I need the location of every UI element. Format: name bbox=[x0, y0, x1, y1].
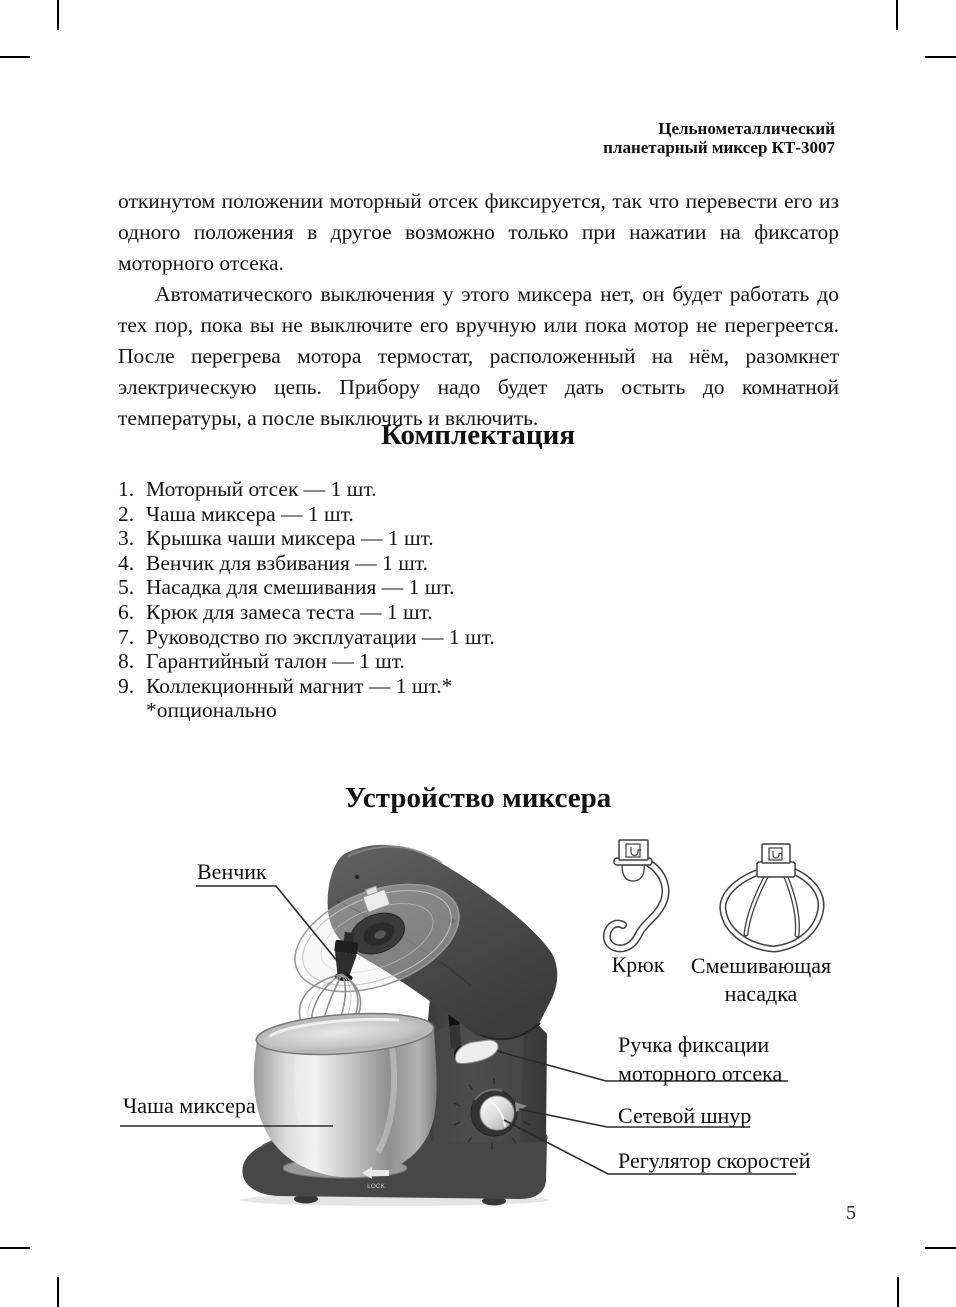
item-text: Коллекционный магнит — 1 шт.* bbox=[146, 673, 453, 698]
item-number: 9. bbox=[118, 673, 135, 698]
intro-paragraph-2: Автоматического выключения у этого миксера нет, он будет работать до тех пор, пока вы не выключите его вручную или пока мотор не перегреется. После перегрева мотора термостат, расположенный на нём, разомкнет электрическую цепь. Прибору надо будет дать остыть до комнатной температуры, а после выключить и включить. bbox=[118, 282, 839, 430]
crop-mark-bottom-right-h bbox=[925, 1247, 956, 1249]
label-speed-regulator: Регулятор скоростей bbox=[618, 1148, 811, 1173]
crop-mark-bottom-right-v bbox=[897, 1277, 899, 1307]
list-footnote: *опционально bbox=[146, 698, 277, 723]
label-head-lock-line2: моторного отсека bbox=[618, 1061, 783, 1086]
intro-text bbox=[118, 186, 839, 434]
list-item bbox=[118, 625, 838, 650]
item-number: 2. bbox=[118, 501, 135, 526]
intro-paragraph-1: откинутом положении моторный отсек фиксируется, так что перевести его из одного положения в другое возможно только при нажатии на фиксатор моторного отсека. bbox=[118, 189, 839, 275]
list-item bbox=[118, 477, 838, 502]
label-beater bbox=[682, 952, 840, 1008]
label-head-lock-line1: Ручка фиксации bbox=[618, 1032, 770, 1057]
page-number: 5 bbox=[846, 1202, 856, 1224]
running-header-line1: Цельнометаллический bbox=[658, 119, 835, 138]
equipment-list bbox=[118, 477, 838, 723]
item-number: 8. bbox=[118, 649, 135, 674]
beater-attachment-icon bbox=[723, 844, 821, 949]
label-head-lock bbox=[618, 1030, 782, 1088]
list-item bbox=[118, 649, 838, 674]
item-text: Руководство по эксплуатации — 1 шт. bbox=[146, 624, 495, 649]
crop-mark-bottom-left-h bbox=[0, 1247, 30, 1249]
item-number: 1. bbox=[118, 477, 135, 501]
device-section-title: Устройство миксера bbox=[344, 782, 612, 814]
hook-attachment-icon bbox=[607, 840, 666, 948]
item-text: Крышка чаши миксера — 1 шт. bbox=[146, 526, 434, 551]
crop-mark-top-right-h bbox=[925, 56, 956, 58]
label-hook: Крюк bbox=[611, 952, 665, 977]
lock-arrow-label: LOCK bbox=[367, 1183, 385, 1190]
running-header-line2: планетарный миксер КТ-3007 bbox=[603, 138, 835, 157]
item-number: 4. bbox=[118, 550, 135, 575]
item-number: 3. bbox=[118, 526, 135, 551]
list-item bbox=[118, 674, 838, 699]
crop-mark-top-right-v bbox=[896, 0, 898, 30]
running-header bbox=[603, 119, 835, 157]
item-text: Чаша миксера — 1 шт. bbox=[146, 501, 354, 526]
list-item bbox=[118, 502, 838, 527]
mixer-illustration bbox=[0, 828, 956, 1210]
item-text: Моторный отсек — 1 шт. bbox=[146, 477, 377, 501]
crop-mark-top-left-h bbox=[0, 56, 30, 58]
label-beater-line2: насадка bbox=[724, 981, 798, 1006]
item-number: 6. bbox=[118, 599, 135, 624]
item-number: 7. bbox=[118, 624, 135, 649]
item-text: Гарантийный талон — 1 шт. bbox=[146, 649, 405, 674]
item-number: 5. bbox=[118, 575, 135, 600]
label-whisk: Венчик bbox=[197, 859, 267, 884]
list-item bbox=[118, 575, 838, 600]
list-item bbox=[118, 551, 838, 576]
label-bowl: Чаша миксера bbox=[123, 1093, 256, 1118]
label-power-cord: Сетевой шнур bbox=[618, 1103, 752, 1128]
item-text: Крюк для замеса теста — 1 шт. bbox=[146, 599, 433, 624]
list-item bbox=[118, 526, 838, 551]
list-item bbox=[118, 600, 838, 625]
mixer-diagram bbox=[0, 828, 956, 1210]
crop-mark-bottom-left-v bbox=[57, 1277, 59, 1307]
item-text: Насадка для смешивания — 1 шт. bbox=[146, 575, 455, 600]
label-beater-line1: Смешивающая bbox=[690, 953, 832, 978]
equipment-section-title: Комплектация bbox=[380, 419, 576, 451]
crop-mark-top-left-v bbox=[57, 0, 59, 30]
item-text: Венчик для взбивания — 1 шт. bbox=[146, 550, 428, 575]
